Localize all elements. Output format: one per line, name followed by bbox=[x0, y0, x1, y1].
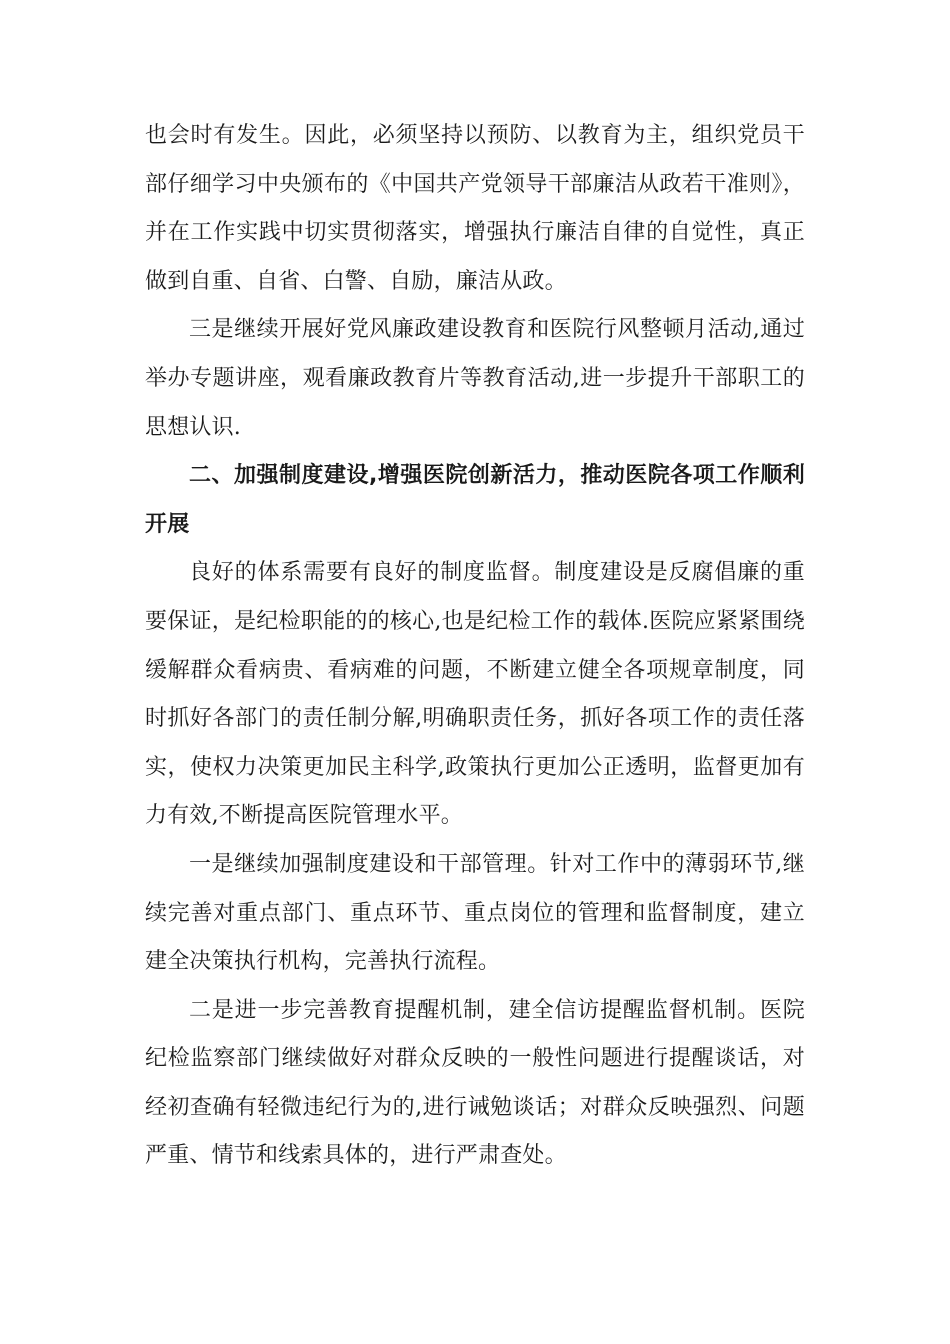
paragraph-section-intro: 良好的体系需要有良好的制度监督。制度建设是反腐倡廉的重要保证，是纪检职能的的核心,也是纪检工作的载体.医院应紧紧围绕缓解群众看病贵、看病难的问题，不断建立健全各项规章制度，同时抓好各部门的责任制分解,明确职责任务，抓好各项工作的责任落实，使权力决策更加民主科学,政策执行更加公正透明，监督更加有力有效,不断提高医院管理水平。 bbox=[145, 560, 805, 829]
paragraph-item-one: 一是继续加强制度建设和干部管理。针对工作中的薄弱环节,继续完善对重点部门、重点环节、重点岗位的管理和监督制度，建立建全决策执行机构，完善执行流程。 bbox=[145, 851, 805, 975]
paragraph-continuation: 也会时有发生。因此，必须坚持以预防、以教育为主，组织党员干部仔细学习中央颁布的《中国共产党领导干部廉洁从政若干准则》，并在工作实践中切实贯彻落实，增强执行廉洁自律的自觉性，真正做到自重、自省、白警、自励，廉洁从政。 bbox=[145, 123, 805, 294]
document-body bbox=[145, 112, 805, 1181]
paragraph-item-three: 三是继续开展好党风廉政建设教育和医院行风整顿月活动,通过举办专题讲座，观看廉政教育片等教育活动,进一步提升干部职工的思想认识. bbox=[145, 317, 805, 440]
section-heading-two: 二、加强制度建设,增强医院创新活力，推动医院各项工作顺利开展 bbox=[145, 463, 805, 537]
paragraph-item-two: 二是进一步完善教育提醒机制，建全信访提醒监督机制。医院纪检监察部门继续做好对群众反映的一般性问题进行提醒谈话，对经初查确有轻微违纪行为的,进行诫勉谈话；对群众反映强烈、问题严重、情节和线索具体的，进行严肃查处。 bbox=[145, 997, 805, 1169]
